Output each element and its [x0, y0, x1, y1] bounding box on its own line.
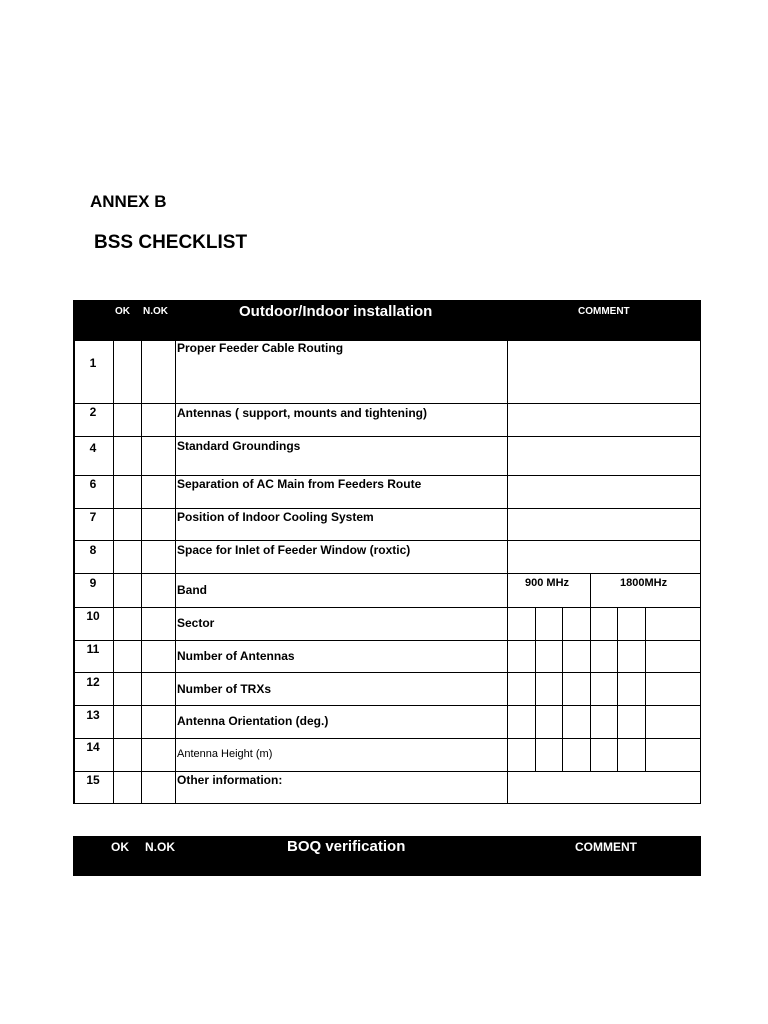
divider: [617, 607, 618, 771]
row-number: 7: [89, 510, 97, 524]
checklist-item-antennas: Antennas ( support, mounts and tightening): [177, 406, 427, 420]
divider: [73, 403, 701, 404]
checklist-item-sector: Sector: [177, 616, 215, 630]
row-number: 15: [86, 773, 100, 787]
divider: [73, 705, 701, 706]
divider: [73, 738, 701, 739]
nok-column-header: N.OK: [143, 306, 168, 317]
row-number: 2: [89, 405, 97, 419]
checklist-item-groundings: Standard Groundings: [177, 439, 301, 453]
row-number: 10: [86, 609, 100, 623]
ok-column-header: OK: [111, 840, 129, 854]
row-number: 12: [86, 675, 100, 689]
divider: [73, 771, 701, 772]
row-number: 4: [89, 441, 97, 455]
checklist-item-num-antennas: Number of Antennas: [177, 649, 295, 663]
divider: [562, 607, 563, 771]
checklist-item-height: Antenna Height (m): [177, 748, 273, 760]
divider: [73, 607, 701, 608]
checklist-item-other: Other information:: [177, 773, 283, 787]
page-title: BSS CHECKLIST: [94, 232, 248, 253]
checklist-item-num-trxs: Number of TRXs: [177, 682, 272, 696]
row-number: 6: [89, 477, 97, 491]
divider: [590, 573, 591, 771]
divider: [645, 607, 646, 771]
divider: [113, 340, 114, 804]
section2-heading: BOQ verification: [287, 838, 406, 855]
checklist-item-feeder-routing: Proper Feeder Cable Routing: [177, 341, 344, 355]
divider: [73, 640, 701, 641]
divider: [73, 475, 701, 476]
divider: [73, 672, 701, 673]
checklist-item-cooling: Position of Indoor Cooling System: [177, 510, 374, 524]
section1-heading: Outdoor/Indoor installation: [239, 303, 433, 320]
divider: [141, 340, 142, 804]
checklist-item-orientation: Antenna Orientation (deg.): [177, 714, 329, 728]
divider: [507, 340, 508, 804]
divider: [73, 508, 701, 509]
checklist-item-feeder-window: Space for Inlet of Feeder Window (roxtic): [177, 543, 411, 557]
checklist-item-ac-separation: Separation of AC Main from Feeders Route: [177, 477, 422, 491]
row-number: 8: [89, 543, 97, 557]
nok-column-header: N.OK: [145, 840, 175, 854]
band-1800-label: 1800MHz: [620, 577, 668, 589]
row-number: 11: [86, 642, 100, 656]
divider: [73, 436, 701, 437]
row-number: 9: [89, 576, 97, 590]
comment-column-header: COMMENT: [575, 840, 637, 854]
divider: [73, 540, 701, 541]
section1-header: [73, 300, 701, 340]
checklist-item-band: Band: [177, 583, 207, 597]
band-900-label: 900 MHz: [525, 577, 570, 589]
row-number: 14: [86, 740, 100, 754]
divider: [175, 340, 176, 804]
annex-label: ANNEX B: [90, 192, 167, 211]
row-number: 13: [86, 708, 100, 722]
row-number: 1: [89, 356, 97, 370]
comment-column-header: COMMENT: [578, 306, 630, 317]
ok-column-header: OK: [115, 306, 130, 317]
section2-header: [73, 836, 701, 876]
divider: [73, 573, 701, 574]
divider: [535, 607, 536, 771]
